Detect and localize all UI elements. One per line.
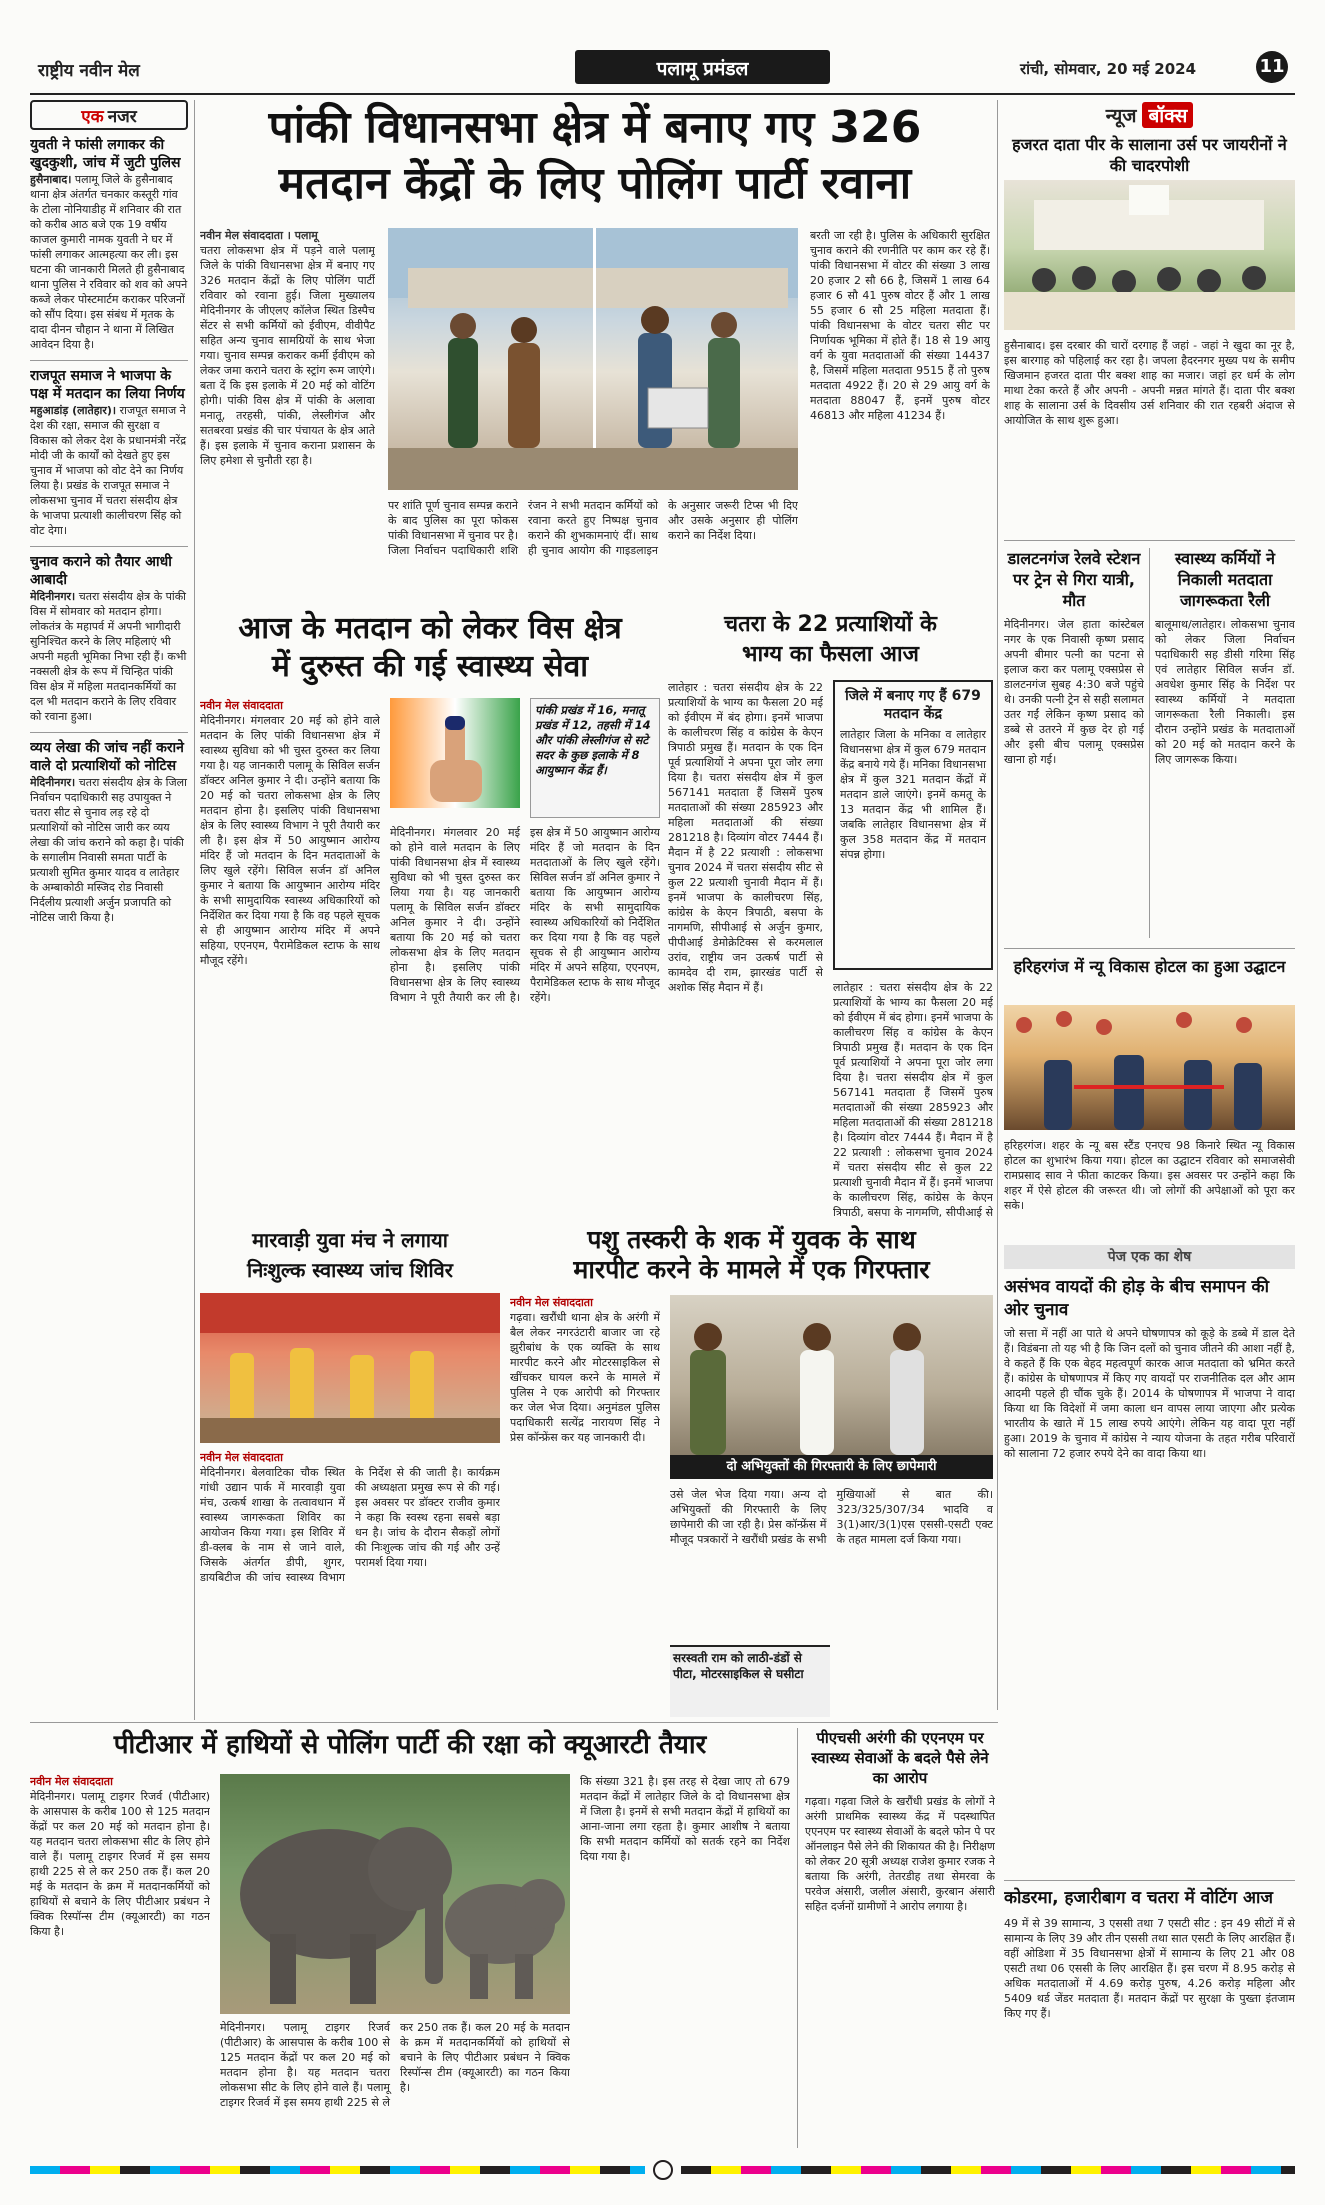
marwari-story (200, 1225, 500, 1725)
elephant-headline: पीटीआर में हाथियों से पोलिंग पार्टी की रक्षा को क्यूआरटी तैयार (113, 1730, 707, 1760)
health-camp-illustration (200, 1293, 500, 1443)
anm-story (805, 1728, 995, 2148)
cattle-byline: नवीन मेल संवाददाता (510, 1296, 593, 1309)
hotel-opening-illustration (1004, 1005, 1295, 1130)
page-number: 11 (1259, 56, 1285, 77)
brief-body (30, 775, 188, 925)
marwari-headline-line1: मारवाड़ी युवा मंच ने लगाया (252, 1228, 448, 1252)
masthead (30, 48, 1295, 88)
lead-headline-line2: मतदान केंद्रों के लिए पोलिंग पार्टी रवाना (278, 158, 912, 209)
news-box-tag (1004, 100, 1295, 130)
brief-body (30, 589, 188, 724)
brief-text: राजपूत समाज ने देश की रक्षा, समाज की सुरक्षा व विकास को लेकर देश के प्रधानमंत्री नरेंद्र मोदी जी के कार्यों को देखते हुए इस चुनाव में भाजपा को वोट देने का निर्णय लिया है। प्रखंड के राजपूत समाज ने लोकसभा चुनाव में चतरा संसदीय क्षेत्र के भाजपा प्रत्याशी कालीचरण सिंह को वोट देगा। (30, 404, 187, 537)
cattle-headline-line2: मारपीट करने के मामले में एक गिरफ्तार (573, 1255, 930, 1284)
brief-text: चतरा संसदीय क्षेत्र के जिला निर्वाचन पदाधिकारी सह उपायुक्त ने चतरा सीट से चुनाव लड़ रहे दो प्रत्याशियों को नोटिस जारी कर व्यय लेखा की जांच कराने को कहा है। पांकी के सगालीम निवासी समता पार्टी के प्रत्याशी सुमित कुमार यादव व लातेहार के अम्बाकोठी मस्जिद रोड निवासी निर्दलीय प्रत्याशी अर्जुन प्रजापति को नोटिस जारी किया है। (30, 776, 187, 924)
cattle-subhead: सरस्वती राम को लाठी-डंडों से पीटा, मोटरसाइकिल से घसीटा (673, 1651, 804, 1681)
news-item1-text: हुसैनाबाद। इस दरबार की चारों दरगाह हैं जहां - जहां ने खुदा का नूर है, इस बारगाह को पहिलाई कर रहा है। जपला हैदरनगर मुख्य पथ के समीप खिजमान हजरत दाता पीर बक्श शाह का मजार। जहां हर धर्म के लोग माथा टेका करते हैं और अपनी - अपनी मन्नत मांगते हैं। दाता पीर बक्श शाह के सालाना उर्स के दिवसीय उर्स शनिवार की रात रहबरी अंदाज से आयोजित के साथ शुरू हुआ। (1004, 339, 1295, 427)
elephant-text-cont: मेदिनीनगर। पलामू टाइगर रिजर्व (पीटीआर) के आसपास के करीब 100 से 125 मतदान केंद्रों पर कल 20 मई को मतदान होना है। यह मतदान चतरा लोकसभा सीट के लिए होने वाले हैं। पलामू टाइगर रिजर्व में इस समय हाथी 225 से ले कर 250 तक हैं। कल 20 मई के मतदान के क्रम में मतदानकर्मियों को हाथियों से बचाने के लिए पीटीआर प्रबंधन ने क्विक रिस्पॉन्स टीम (क्यूआरटी) का गठन किया है। (220, 2021, 570, 2109)
arrest-caption: दो अभियुक्तों की गिरफ्तारी के लिए छापेमारी (726, 1459, 937, 1474)
koderma-text: 49 में से 39 सामान्य, 3 एससी तथा 7 एसटी सीट : इन 49 सीटों में से सामान्य के लिए 39 और तीन एससी तथा सात एसटी के लिए आरक्षित हैं। वहीं ओडिशा में 35 विधानसभा क्षेत्रों में सामान्य के लिए 21 और 08 एसटी तथा 06 एससी के लिए आरक्षित हैं। इस चरण में 8.95 करोड़ से अधिक मतदाताओं में 4.69 करोड़ पुरुष, 4.26 करोड़ महिला और 5409 थर्ड जेंडर मतदाता हैं। मतदान केंद्रों पर सुरक्षा के पुख्ता इंतजाम किए गए हैं। (1004, 1917, 1295, 2020)
health-camp-photo (200, 1293, 500, 1443)
divider (30, 360, 188, 361)
marwari-byline: नवीन मेल संवाददाता (200, 1451, 283, 1464)
tag-word-b: नजर (107, 106, 137, 127)
chatra-col-2 (833, 980, 993, 1220)
brief-dateline: मेदिनीनगर। (30, 776, 76, 789)
news-tag-b: बॉक्स (1142, 102, 1193, 128)
lead-story (200, 100, 990, 600)
dargah-illustration (1004, 180, 1295, 330)
brief-body (30, 403, 188, 538)
left-column (30, 100, 188, 1720)
chatra-box-title: जिले में बनाए गए हैं 679 मतदान केंद्र (845, 688, 981, 722)
registration-strip (30, 2160, 1295, 2180)
brief-headline: व्यय लेखा की जांच नहीं कराने वाले दो प्रत्याशियों को नोटिस (30, 740, 184, 774)
lead-byline: नवीन मेल संवाददाता । पलामू (200, 229, 318, 242)
news-item1-headline: हजरत दाता पीर के सालाना उर्स पर जायरीनों ने की चादरपोशी (1012, 135, 1287, 175)
lead-photo (388, 228, 798, 490)
ek-nazar-tag (30, 100, 188, 130)
cattle-headline-line1: पशु तस्करी के शक में युवक के साथ (587, 1225, 916, 1254)
brief-headline: राजपूत समाज ने भाजपा के पक्ष में मतदान का लिया निर्णय (30, 368, 185, 402)
brief-body (30, 172, 188, 352)
chatra-box (833, 680, 993, 970)
chatra-col-1 (668, 680, 823, 1220)
registration-bar-right (681, 2166, 1296, 2174)
lead-text-2: पर शांति पूर्ण चुनाव सम्पन्न कराने के बाद पुलिस का पूरा फोकस पांकी विधानसभा में चुनाव पर है। जिला निर्वाचन पदाधिकारी शशि रंजन ने सभी मतदान कर्मियों को रवाना करते हुए निष्पक्ष चुनाव कराने की शुभकामनाएं दीं। साथ ही चुनाव आयोग की गाइडलाइन के अनुसार जरूरी टिप्स भी दिए और उसके अनुसार ही पोलिंग कराने का निर्देश दिया। (388, 499, 798, 557)
health-headline-line1: आज के मतदान को लेकर विस क्षेत्र (238, 611, 622, 646)
continued-banner-text: पेज एक का शेष (1107, 1249, 1192, 1265)
divider (1004, 1880, 1295, 1881)
brief-headline: युवती ने फांसी लगाकर की खुदकुशी, जांच में जुटी पुलिस (30, 137, 181, 171)
elephant-photo (220, 1774, 570, 2014)
brief-text: पलामू जिले के हुसैनाबाद थाना क्षेत्र अंतर्गत चनकार कस्तूरी गांव के टोला नोनियाडीह में शनिवार की रात को करीब आठ बजे एक 19 वर्षीय काजल कुमारी नामक युवती ने घर में फांसी लगाकर आत्महत्या कर ली। इस घटना की जानकारी मिलते ही हुसैनाबाद थाना पुलिस ने रविवार को शव को अपने कब्जे लेकर पोस्टमार्टम कराकर परिजनों को सौंप दिया। इस संबंध में मृतक के दादा दीनन चौहान ने थाना में लिखित आवेदन दिया है। (30, 173, 188, 351)
health-byline: नवीन मेल संवाददाता (200, 699, 283, 712)
arrest-photo (670, 1295, 993, 1455)
section-rule (30, 1722, 998, 1723)
divider (1004, 540, 1295, 541)
elephant-illustration (220, 1774, 570, 2014)
health-text-cont: मेदिनीनगर। मंगलवार 20 मई को होने वाले मतदान के लिए पांकी विधानसभा क्षेत्र में स्वास्थ्य सुविधा को भी चुस्त दुरुस्त कर लिया गया है। यह जानकारी पलामू के सिविल सर्जन डॉक्टर अनिल कुमार ने दी। उन्होंने बताया कि 20 मई को चतरा लोकसभा क्षेत्र के लिए मतदान होना है। इसलिए पांकी विधानसभा क्षेत्र के लिए स्वास्थ्य विभाग ने पूरी तैयारी कर ली है। इस क्षेत्र में 50 आयुष्मान आरोग्य मंदिर हैं जो मतदान के दिन मतदाताओं के लिए खुले रहेंगे। सिविल सर्जन डॉ अनिल कुमार ने बताया कि आयुष्मान आरोग्य मंदिर के सभी सामुदायिक स्वास्थ्य अधिकारियों को निर्देशित कर दिया गया है कि वह पहले सूचक से ही आयुष्मान आरोग्य मंदिर में अपने सहिया, एएनएम, पैरामेडिकल स्टाफ के साथ मौजूद रहेंगे। (390, 826, 660, 1004)
elephant-story (30, 1728, 790, 2148)
continued-story1-text: जो सत्ता में नहीं आ पाते थे अपने घोषणापत्र को कूड़े के डब्बे में डाल देते हैं। विडंबना तो यह भी है कि जिन दलों को चुनाव जीतने की आशा नहीं है, वे कहते हैं कि एक बेहद महत्वपूर्ण कारक आज मतदाता को भ्रमित करते हैं। कांग्रेस के घोषणापत्र में किए गए वायदों पर राजनीतिक दल और आम आदमी पहले ही चौंक चुके हैं। 2014 के घोषणापत्र में भाजपा ने वादा किया था कि विदेशों में जमा काला धन वापस लाया जाएगा और प्रत्येक भारतीय के खाते में 15 लाख रुपये आएंगे। लेकिन यह वादा पूरा नहीं हुआ। 2019 के चुनाव में कांग्रेस ने न्याय योजना के तहत गरीब परिवारों को सालाना 72 हजार रुपये देने का वादा किया था। (1004, 1327, 1295, 1460)
vote-finger-graphic (390, 698, 520, 808)
news-tag-a: न्यूज (1105, 105, 1137, 127)
news-item3 (1155, 548, 1295, 943)
brief-item (30, 367, 188, 538)
inked-finger-icon (390, 698, 520, 808)
elephant-text: मेदिनीनगर। पलामू टाइगर रिजर्व (पीटीआर) के आसपास के करीब 100 से 125 मतदान केंद्रों पर कल 20 मई को मतदान होना है। यह मतदान चतरा लोकसभा सीट के लिए होने वाले हैं। पलामू टाइगर रिजर्व में इस समय हाथी 225 से ले कर 250 तक हैं। कल 20 मई के मतदान के क्रम में मतदानकर्मियों को हाथियों से बचाने के लिए पीटीआर प्रबंधन ने क्विक रिस्पॉन्स टीम (क्यूआरटी) का गठन किया है। (30, 1790, 210, 1938)
lead-headline-line1: पांकी विधानसभा क्षेत्र में बनाए गए 326 (268, 102, 922, 153)
koderma-story (1004, 1880, 1295, 2148)
news-item4-headline: हरिहरगंज में न्यू विकास होटल का हुआ उद्घाटन (1013, 957, 1286, 976)
marwari-body (200, 1450, 500, 1720)
news-item3-text: बालूमाथ/लातेहार। लोकसभा चुनाव को लेकर जिला निर्वाचन पदाधिकारी सह डीसी गरिमा सिंह एवं लातेहार सिविल सर्जन डॉ. अवधेश कुमार सिंह के निर्देश पर स्वास्थ्य कर्मियों ने मतदाता जागरूकता रैली निकाली। इस दौरान उन्होंने प्रखंड के मतदाताओं को 20 मई को मतदान करने के लिए जागरूक किया। (1155, 618, 1295, 766)
lead-col-3 (810, 228, 990, 593)
continued-banner (1004, 1245, 1295, 1269)
anm-headline: पीएचसी अरंगी की एएनएम पर स्वास्थ्य सेवाओं के बदले पैसे लेने का आरोप (811, 1729, 989, 1787)
column-rule (194, 100, 195, 1720)
chatra-text-cont: लातेहार : चतरा संसदीय क्षेत्र के 22 प्रत्याशियों के भाग्य का फैसला 20 मई को ईवीएम में बंद होगा। इनमें भाजपा के कालीचरण सिंह व कांग्रेस के केएन त्रिपाठी प्रमुख हैं। मतदान के एक दिन पूर्व प्रत्याशियों ने अपना पूरा जोर लगा दिया है। चतरा संसदीय क्षेत्र में कुल 567141 मतदाता हैं जिसमें पुरुष मतदाताओं की संख्या 285923 और महिला मतदाताओं की संख्या 281218 है। दिव्यांग वोटर 7444 हैं। मैदान में है 22 प्रत्याशी : लोकसभा चुनाव 2024 में चतरा संसदीय सीट से कुल 22 प्रत्याशी चुनावी मैदान में हैं। इनमें भाजपा के कालीचरण सिंह, कांग्रेस के केएन त्रिपाठी, बसपा के नागमणि, सीपीआई से (833, 981, 993, 1219)
news-item4-body (1004, 1138, 1295, 1238)
chatra-text: लातेहार : चतरा संसदीय क्षेत्र के 22 प्रत्याशियों के भाग्य का फैसला 20 मई को ईवीएम में बंद होगा। इनमें भाजपा के कालीचरण सिंह व कांग्रेस के केएन त्रिपाठी प्रमुख हैं। मतदान के एक दिन पूर्व प्रत्याशियों ने अपना पूरा जोर लगा दिया है। चतरा संसदीय क्षेत्र में कुल 567141 मतदाता हैं जिसमें पुरुष मतदाताओं की संख्या 285923 और महिला मतदाताओं की संख्या 281218 है। दिव्यांग वोटर 7444 हैं। मैदान में है 22 प्रत्याशी : लोकसभा चुनाव 2024 में चतरा संसदीय सीट से कुल 22 प्रत्याशी चुनावी मैदान में हैं। इनमें भाजपा के कालीचरण सिंह, कांग्रेस के केएन त्रिपाठी, बसपा के नागमणि, सीपीआई से अर्जुन कुमार, पीपीआई डेमोक्रेटिक्स से करमलाल उरांव, राष्ट्रीय जन उत्कर्ष पार्टी से कामदेव दी राम, झारखंड पार्टी से अशोक सिंह मैदान में हैं। (668, 681, 823, 994)
health-story (200, 610, 660, 1220)
paper-name: राष्ट्रीय नवीन मेल (38, 61, 140, 81)
cattle-story (510, 1225, 993, 1720)
page-number-badge (1256, 51, 1288, 83)
continued-story1-headline: असंभव वायदों की होड़ के बीच समापन की ओर चुनाव (1004, 1277, 1270, 1320)
lead-col-2 (388, 498, 798, 593)
masthead-rule (30, 93, 1295, 95)
brief-dateline: महुआडांड़ (लातेहार)। (30, 404, 117, 417)
column-rule (797, 1728, 798, 2148)
news-item1-body (1004, 338, 1295, 533)
section-banner (575, 50, 830, 84)
chatra-headline-line1: चतरा के 22 प्रत्याशियों के (724, 612, 937, 637)
health-text: मेदिनीनगर। मंगलवार 20 मई को होने वाले मतदान के लिए पांकी विधानसभा क्षेत्र में स्वास्थ्य सुविधा को भी चुस्त दुरुस्त कर लिया गया है। यह जानकारी पलामू के सिविल सर्जन डॉक्टर अनिल कुमार ने दी। उन्होंने बताया कि 20 मई को चतरा लोकसभा क्षेत्र के लिए मतदान होना है। इसलिए पांकी विधानसभा क्षेत्र के लिए स्वास्थ्य विभाग ने पूरी तैयारी कर ली है। इस क्षेत्र में 50 आयुष्मान आरोग्य मंदिर हैं जो मतदान के दिन मतदाताओं के लिए खुले रहेंगे। सिविल सर्जन डॉ अनिल कुमार ने बताया कि आयुष्मान आरोग्य मंदिर के सभी सामुदायिक स्वास्थ्य अधिकारियों को निर्देशित कर दिया गया है कि वह पहले सूचक से ही आयुष्मान आरोग्य मंदिर में अपने सहिया, एएनएम, पैरामेडिकल स्टाफ के साथ मौजूद रहेंगे। (200, 714, 380, 967)
health-fact-box (530, 698, 660, 818)
dargah-photo (1004, 180, 1295, 330)
column-rule (997, 100, 998, 1710)
divider (1149, 548, 1150, 938)
cattle-col-1 (510, 1295, 660, 1715)
news-box (1004, 100, 1295, 1610)
marwari-text: मेदिनीनगर। बेलवाटिका चौक स्थित गांधी उद्यान पार्क में मारवाड़ी युवा मंच, उत्कर्ष शाखा के तत्वावधान में स्वास्थ्य जागरूकता शिविर का आयोजन किया गया। इस शिविर में डी-क्लब के नाम से जाने वाले, जिसके अंतर्गत डीपी, शुगर, डायबिटीज की जांच स्वास्थ्य विभाग के निर्देश से की जाती है। कार्यक्रम की अध्यक्षता प्रमुख रूप से की गई। इस अवसर पर डॉक्टर राजीव कुमार ने कहा कि स्वस्थ रहना सबसे बड़ा धन है। जांच के दौरान सैकड़ों लोगों की निःशुल्क जांच की गई और उन्हें परामर्श दिया गया। (200, 1466, 500, 1584)
chatra-story (668, 610, 993, 1220)
divider (30, 546, 188, 547)
health-col-2 (390, 825, 660, 1218)
news-item3-headline: स्वास्थ्य कर्मियों ने निकाली मतदाता जागरूकता रैली (1174, 549, 1276, 610)
divider (30, 732, 188, 733)
lead-text-1: चतरा लोकसभा क्षेत्र में पड़ने वाले पलामू जिले के पांकी विधानसभा क्षेत्र में बनाए गए 326 मतदान केंद्रों के लिए पोलिंग पार्टी रविवार को रवाना हुई। जिला मुख्यालय मेदिनीनगर के जीएलए कॉलेज स्थित डिस्पैच सेंटर से सभी कर्मियों को ईवीएम, वीवीपैट सहित अन्य चुनाव सामग्रियों के साथ भेजा गया। चुनाव सम्पन्न कराकर कर्मी ईवीएम को लेकर जमा कराने चतरा के स्ट्रांग रूम जाएंगे। बता दें कि इस इलाके में 20 मई को वोटिंग होगी। पांकी विस क्षेत्र में पांकी के अलावा मनातू, तरहसी, पांकी, लेस्लीगंज और सतबरवा प्रखंड की चार पंचायत के क्षेत्र आते हैं। इस इलाके में चुनाव कराना प्रशासन के लिए हमेशा से चुनौती रहा है। (200, 244, 375, 467)
elephant-col-3 (580, 1774, 790, 2144)
cattle-text2: उसे जेल भेज दिया गया। अन्य दो अभियुक्तों की गिरफ्तारी के लिए छापेमारी की जा रही है। प्रेस कॉन्फ्रेंस में मौजूद पत्रकारों ने खरौंधी प्रखंड के सभी मुखियाओं से बात की। 323/325/307/34 भादवि व 3(1)आर/3(1)एस एससी-एसटी एक्ट के तहत मामला दर्ज किया गया। (670, 1488, 993, 1546)
continued-story1 (1004, 1276, 1295, 1576)
elephant-text2: कि संख्या 321 है। इस तरह से देखा जाए तो 679 मतदान केंद्रों में लातेहार जिले के दो विधानसभा क्षेत्र में जिला है। इनमें से सभी मतदान केंद्रों में हाथियों का आना-जाना लगा रहता है। कुमार आशीष ने बताया कि सभी मतदान कर्मियों को सतर्क रहने का निर्देश दिया गया है। (580, 1775, 790, 1863)
health-headline-line2: में दुरुस्त की गई स्वास्थ्य सेवा (271, 649, 589, 684)
news-item2-headline: डालटनगंज रेलवे स्टेशन पर ट्रेन से गिरा यात्री, मौत (1007, 549, 1141, 610)
brief-item (30, 739, 188, 925)
registration-mark-icon (653, 2160, 673, 2180)
koderma-headline: कोडरमा, हजारीबाग व चतरा में वोटिंग आज (1004, 1888, 1273, 1908)
elephant-col-2 (220, 2020, 570, 2144)
news-item4-text: हरिहरगंज। शहर के न्यू बस स्टैंड एनएच 98 किनारे स्थित न्यू विकास होटल का शुभारंभ किया गया। होटल का उद्घाटन रविवार को समाजसेवी रामप्रसाद साव ने फीता काटकर किया। इस अवसर पर उन्होंने कहा कि शहर में ऐसे होटल की जरूरत थी। जो लोगों की अपेक्षाओं को पूरा कर सके। (1004, 1139, 1295, 1212)
brief-headline: चुनाव कराने को तैयार आधी आबादी (30, 554, 172, 588)
section-title: पलामू प्रमंडल (656, 58, 749, 80)
cattle-subhead-box (670, 1645, 830, 1717)
news-item2-text: मेदिनीनगर। जेल हाता कांस्टेबल नगर के एक निवासी कृष्ण प्रसाद अपनी बीमार पत्नी का पटना से इलाज करा कर पलामू एक्सप्रेस से डालटनगंज सुबह 4:30 बजे पहुंचे थे। उनकी पत्नी ट्रेन से सही सलामत उतर गईं लेकिन कृष्ण प्रसाद को डब्बे से उतरने में कुछ देर हो गई और इसी बीच पलामू एक्सप्रेस खाना हो गई। (1004, 618, 1144, 766)
brief-item (30, 553, 188, 724)
marwari-headline-line2: निःशुल्क स्वास्थ्य जांच शिविर (247, 1258, 453, 1282)
brief-dateline: मेदिनीनगर। (30, 590, 76, 603)
elephant-byline: नवीन मेल संवाददाता (30, 1775, 113, 1788)
brief-dateline: हुसैनाबाद। (30, 173, 72, 186)
brief-item (30, 136, 188, 352)
lead-photo-illustration (388, 228, 798, 490)
divider (1004, 948, 1295, 949)
elephant-col-1 (30, 1774, 210, 2144)
tag-word-a: एक (81, 106, 104, 127)
registration-bar-left (30, 2166, 645, 2174)
chatra-headline-line2: भाग्य का फैसला आज (742, 642, 919, 667)
health-fact-text: पांकी प्रखंड में 16, मनातू प्रखंड में 12, तहसी में 14 और पांकी लेस्लीगंज से सटे सदर के कुछ इलाके में 8 आयुष्मान केंद्र हैं। (535, 703, 651, 777)
chatra-box-text: लातेहार जिला के मनिका व लातेहार विधानसभा क्षेत्र में कुल 679 मतदान केंद्र बनाये गये हैं। मनिका विधानसभा क्षेत्र में कुल 321 मतदान केंद्रों में मतदान डाले जाएंगे। इनमें कमतू के 13 मतदान केंद्र भी शामिल हैं। जबकि लातेहार विधानसभा क्षेत्र में कुल 358 मतदान केंद्र में मतदान संपन्न होगा। (840, 728, 986, 861)
health-col-1 (200, 698, 380, 1218)
arrest-illustration (670, 1295, 993, 1455)
lead-col-1 (200, 228, 375, 593)
lead-text-3: बरती जा रही है। पुलिस के अधिकारी सुरक्षित चुनाव कराने की रणनीति पर काम कर रहे हैं। पांकी विधानसभा में वोटर की संख्या 3 लाख 20 हजार 2 सौ 66 है, जिसमें 1 लाख 64 हजार 6 सौ 41 पुरुष वोटर हैं और 1 लाख 55 हजार 6 सौ 25 महिला मतदाता हैं। पांकी विधानसभा के वोटर चतरा सीट पर निर्णायक भूमिका में होते हैं। 18 से 19 आयु वर्ग के युवा मतदाताओं की संख्या 14437 है, जिसमें महिला मतदाता 9515 हैं तो पुरुष मतदाता 4922 हैं। 20 से 29 आयु वर्ग के मतदाता 88047 हैं, इनमें पुरुष वोटर 46813 और महिला 41234 हैं। (810, 229, 990, 422)
cattle-text: गढ़वा। खरौंधी थाना क्षेत्र के अरंगी में बैल लेकर नगरउंटारी बाजार जा रहे झुरीबांध के एक व्यक्ति के साथ मारपीट करने और मोटरसाइकिल से खींचकर घायल करने के मामले में पुलिस ने एक आरोपी को गिरफ्तार कर जेल भेज दिया। अनुमंडल पुलिस पदाधिकारी सत्येंद्र नारायण सिंह ने प्रेस कॉन्फ्रेंस कर यह जानकारी दी। (510, 1311, 660, 1444)
anm-text: गढ़वा। गढ़वा जिले के खरौंधी प्रखंड के लोगों ने अरंगी प्राथमिक स्वास्थ्य केंद्र में पदस्थापित एएनएम पर स्वास्थ्य सेवाओं के बदले फोन पे पर ऑनलाइन पैसे लेने की शिकायत की है। निरीक्षण को लेकर 20 सूत्री अध्यक्ष राजेश कुमार रजक ने बताया कि अरंगी, तेतरडीह तथा सेमरवा के परवेज अंसारी, जलील अंसारी, कुरबान अंसारी सहित दर्जनों ग्रामीणों ने आरोप लगाया है। (805, 1795, 995, 1913)
arrest-caption-bar (670, 1455, 993, 1479)
news-item2 (1004, 548, 1144, 943)
hotel-opening-photo (1004, 1005, 1295, 1130)
brief-text: चतरा संसदीय क्षेत्र के पांकी विस में सोमवार को मतदान होगा। लोकतंत्र के महापर्व में अपनी भागीदारी सुनिश्चित करने के लिए महिलाएं भी अपनी महती भूमिका निभा रही हैं। कभी नक्सली क्षेत्र के रूप में चिन्हित पांकी विस क्षेत्र में महिला मतदानकर्मियों का दल भी मतदान कराने के लिए रविवार को रवाना हुआ। (30, 590, 187, 723)
date-line: रांची, सोमवार, 20 मई 2024 (1020, 60, 1197, 78)
